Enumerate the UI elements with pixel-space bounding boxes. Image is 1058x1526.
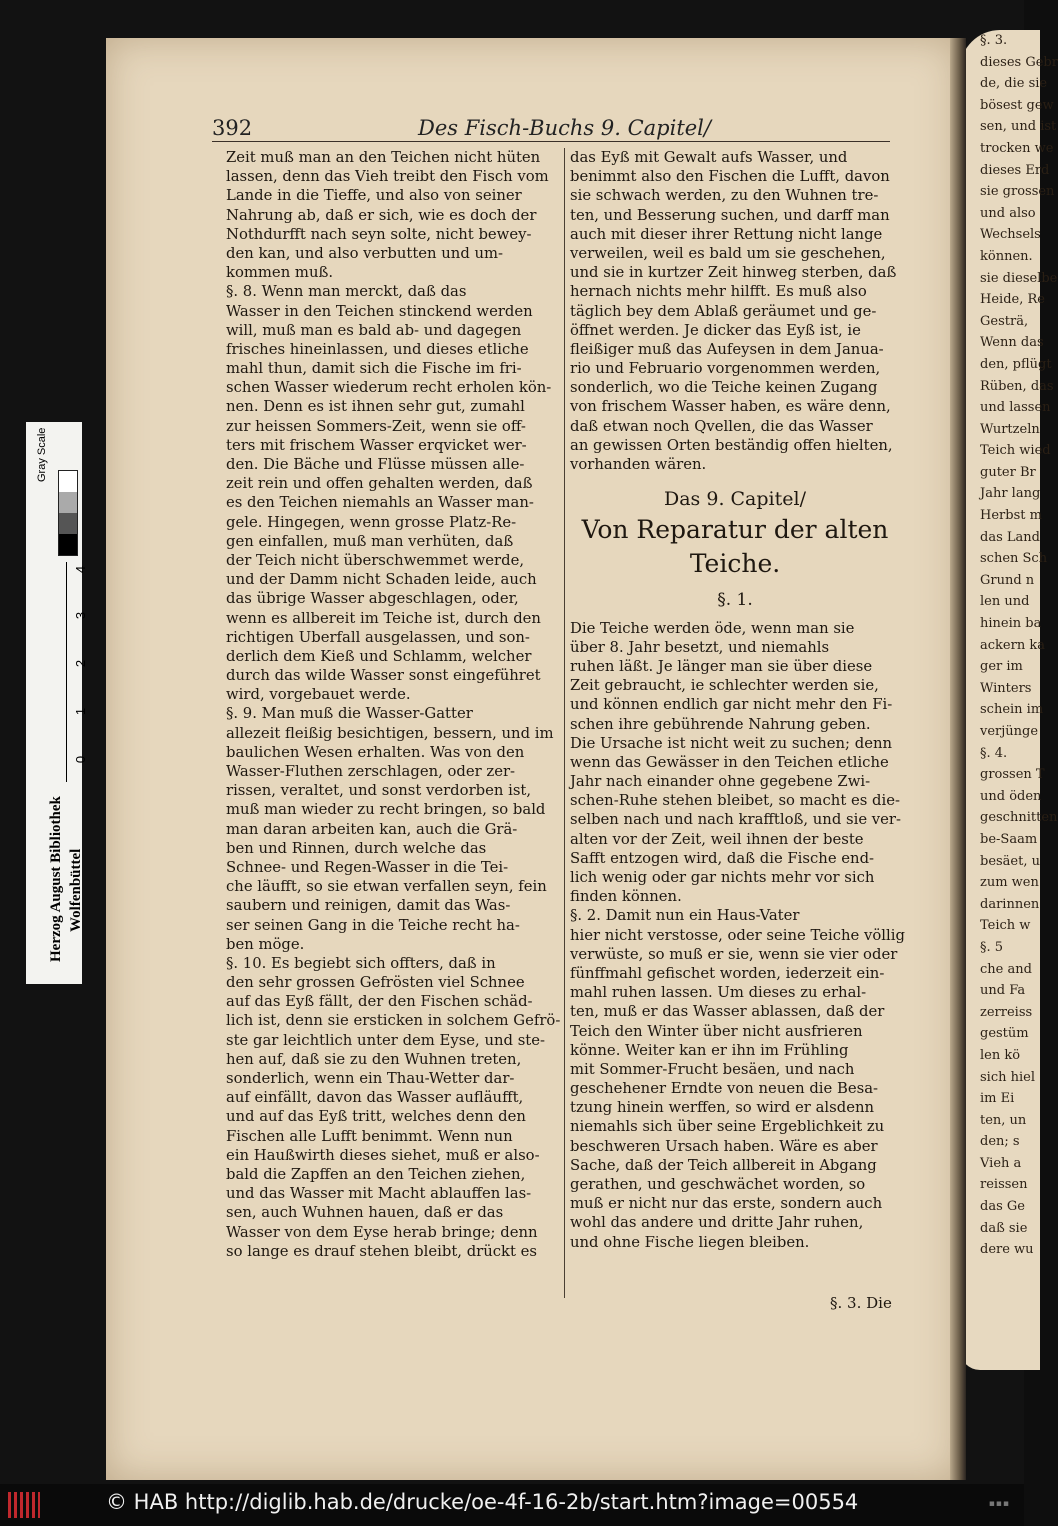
text-line: gen einfallen, muß man verhüten, daß [226,532,514,550]
text-line: öffnet werden. Je dicker das Eyß ist, ie [570,321,861,339]
text-line: ten, muß er das Wasser ablassen, daß der [570,1003,885,1021]
facing-page-fragment: und lassen [980,400,1051,416]
ruler-tick-4: 4 [73,565,89,574]
facing-page-fragment: Grund n [980,572,1035,588]
facing-page-fragment: schen Sch [980,551,1048,567]
section-heading: §. 1. [717,590,753,611]
facing-page-fragment: geschnitten [980,810,1058,826]
left-column [226,148,561,1261]
text-line: gerathen, und geschwächet worden, so [570,1176,866,1194]
text-line: zur heissen Sommers-Zeit, wenn sie off- [226,417,526,435]
text-line: fünffmahl gefischet worden, iederzeit ein- [570,964,885,982]
facing-page-fragment: dieses Erd [980,162,1050,178]
text-line: ruhen läßt. Je länger man sie über diese [570,657,873,675]
facing-page-edge [960,30,1058,1370]
facing-page-fragment: trocken we [980,140,1054,156]
ruler-tick-1: 1 [73,707,89,716]
facing-page-fragment: Gesträ, [980,313,1029,329]
text-line: alten vor der Zeit, weil ihnen der beste [570,830,864,848]
text-line: muß er nicht nur das erste, sondern auch [570,1195,883,1213]
facing-page-fragment: darinnen [980,896,1040,912]
text-line: fleißiger muß das Aufeysen in dem Janua- [570,340,884,358]
text-line: che läufft, so sie etwan verfallen seyn, fein [226,878,547,896]
hab-logo-icon[interactable] [8,1492,40,1518]
gray-scale-label: Gray Scale [36,427,48,482]
text-line: Jahr nach einander ohne gegebene Zwi- [570,773,871,791]
text-line: baulichen Wesen erhalten. Was von den [226,743,525,761]
chapter-title-line1: Von Reparatur der alten [581,515,889,545]
text-line: und das Wasser mit Macht ablauffen las- [226,1185,532,1203]
text-line: an gewissen Orten beständig offen hielten, [570,436,893,454]
text-line: auch mit dieser ihrer Rettung nicht lange [570,225,883,243]
page-gutter [950,38,966,1480]
text-line: das übrige Wasser abgeschlagen, oder, [226,590,519,608]
text-line: über 8. Jahr besetzt, und niemahls [570,638,830,656]
text-line: vorhanden wären. [570,456,707,473]
facing-page-fragment: bösest gew [980,97,1054,113]
text-line: sie schwach werden, zu den Wuhnen tre- [570,187,879,205]
text-line: durch das wilde Wasser sonst eingeführet [226,667,541,685]
viewer-footer [0,1484,1024,1526]
facing-page-fragment: verjünge [980,724,1039,739]
page-number: 392 [212,116,253,140]
text-line: so lange es drauf stehen bleibt, drückt es [226,1242,538,1260]
chapter-title-line2: Teiche. [689,549,781,579]
text-line: Sache, daß der Teich allbereit in Abgang [570,1156,877,1174]
facing-page-fragment: §. 4. [980,745,1008,761]
facing-page-fragment: che and [980,961,1032,977]
text-line: schen-Ruhe stehen bleibet, so macht es die- [570,792,900,810]
right-column-top-text [570,148,900,474]
text-line: Lande in die Tieffe, und also von seiner [226,187,522,205]
library-line2: Wolfenbüttel [68,848,84,932]
text-line: schen ihre gebührende Nahrung geben. [570,715,871,733]
text-line: den kan, und also verbutten und um- [226,244,504,262]
text-line: auf einfällt, davon das Wasser aufläufft, [226,1089,524,1107]
text-line: hier nicht verstosse, oder seine Teiche völlig [570,926,905,944]
facing-page-fragment: dere wu [980,1242,1034,1258]
facing-page-fragment: im Ei [980,1091,1015,1107]
text-line: wird, vorgebauet werde. [226,686,411,704]
facing-page-fragment: den; s [980,1134,1020,1150]
right-column [570,148,905,1252]
text-line: und können endlich gar nicht mehr den Fi- [570,696,893,714]
facing-page-fragment: ger im [980,659,1023,675]
facing-page-fragment: den, pflügt [980,356,1052,372]
copyright-link[interactable]: © HAB http://diglib.hab.de/drucke/oe-4f-16-2b/start.htm?image=00554 [106,1490,859,1514]
text-line: kommen muß. [226,264,334,282]
text-line: schen Wasser wiederum recht erholen kön- [226,379,552,397]
text-line: ser seinen Gang in die Teiche recht ha- [226,916,520,934]
text-line: saubern und reinigen, damit das Was- [226,897,511,915]
facing-page-fragment: hinein ba [980,616,1042,632]
facing-page-fragment: Teich wied [980,443,1051,459]
facing-page-fragment: sie dieselbe [980,270,1058,286]
facing-page-fragment: das Ge [980,1199,1025,1215]
text-line: selben nach und nach krafftloß, und sie ver- [570,811,901,829]
text-line: Zeit muß man an den Teichen nicht hüten [226,149,541,166]
text-line: rio und Februario vorgenommen werden, [570,360,881,378]
facing-page-fragment: len und [980,594,1030,610]
running-head: Des Fisch-Buchs 9. Capitel/ [418,116,711,140]
facing-page-fragment: sen, und ist [980,119,1057,135]
facing-page-fragment: len kö [980,1047,1021,1063]
text-line: Nothdurfft nach seyn solte, nicht bewey- [226,225,532,243]
text-line: finden können. [570,888,682,906]
facing-page-fragment: zum wen [980,875,1039,891]
text-line: mahl thun, damit sich die Fische im fri- [226,360,522,378]
facing-page-fragment: und Fa [980,983,1026,999]
text-line: Nahrung ab, daß er sich, wie es doch der [226,206,537,224]
text-line: hen auf, daß sie zu den Wuhnen treten, [226,1050,522,1068]
facing-page-fragment: besäet, u [980,853,1040,869]
text-line: Teich den Winter über nicht ausfrieren [570,1022,863,1040]
text-line: muß man wieder zu recht bringen, so bald [226,801,546,819]
cm-ruler [66,562,89,782]
facing-page-fragment: Rüben, das [980,378,1054,394]
facing-page-fragment: Winters [980,680,1032,696]
facing-page-fragment: guter Br [980,464,1036,480]
facing-page-fragment: sie grossen [980,184,1055,200]
facing-page-fragment: Heide, Re [980,292,1045,308]
text-line: tzung hinein werffen, so wird er alsdenn [570,1099,875,1117]
text-line: und auf das Eyß tritt, welches denn den [226,1108,526,1126]
text-line: wenn es allbereit im Teiche ist, durch den [226,609,541,627]
text-line: mahl ruhen lassen. Um dieses zu erhal- [570,984,867,1002]
text-line: verweilen, weil es bald um sie geschehen, [570,244,886,262]
text-line: richtigen Uberfall ausgelassen, und son- [226,628,530,646]
text-line: Wasser-Fluthen zerschlagen, oder zer- [226,763,516,780]
facing-page-fragment: dieses Gebr [980,54,1058,70]
library-label [46,796,86,962]
text-line: von frischem Wasser haben, es wäre denn, [570,398,891,416]
text-line: §. 9. Man muß die Wasser-Gatter [226,705,473,723]
text-line: wohl das andere und dritte Jahr ruhen, [570,1214,864,1232]
text-line: lassen, denn das Vieh treibt den Fisch vom [226,168,549,186]
facing-page-fragment: können. [980,248,1033,264]
text-line: der Teich nicht überschwemmet werde, [226,551,525,569]
text-line: ben und Rinnen, durch welche das [226,839,487,857]
text-line: §. 8. Wenn man merckt, daß das [226,283,467,301]
column-divider [564,148,565,1298]
text-line: könne. Weiter kan er ihn im Frühling [570,1041,849,1059]
text-line: allezeit fleißig besichtigen, bessern, und im [226,724,554,742]
facing-page-fragment: daß sie [980,1220,1028,1236]
text-line: Die Teiche werden öde, wenn man sie [570,619,855,637]
facing-page-fragment: Wenn das [980,335,1044,351]
text-line: frisches hineinlassen, und dieses etliche [226,340,529,358]
text-line: Schnee- und Regen-Wasser in die Tei- [226,858,509,876]
text-line: lich ist, denn sie ersticken in solchem Gefrö- [226,1012,561,1030]
facing-page-fragment: Teich w [980,918,1031,934]
text-line: will, muß man es bald ab- und dagegen [226,321,522,339]
text-line: bald die Zapffen an den Teichen ziehen, [226,1165,526,1183]
facing-page-fragment: gestüm [980,1026,1029,1042]
text-line: und sie in kurtzer Zeit hinweg sterben, daß [570,264,897,282]
facing-page-fragment: ackern ka [980,637,1045,653]
facing-page-fragment: und also [980,205,1036,221]
facing-page-fragment: be-Saam [980,831,1038,847]
text-line: ste gar leichtlich unter dem Eyse, und ste- [226,1031,545,1049]
text-line: daß etwan noch Qvellen, die das Wasser [570,417,873,435]
text-line: zeit rein und offen gehalten werden, daß [226,475,533,493]
facing-page-fragment: das Land [980,529,1040,545]
facing-page-fragment: Vieh a [980,1155,1022,1171]
text-line: und der Damm nicht Schaden leide, auch [226,571,537,589]
text-line: wenn das Gewässer in den Teichen etliche [570,753,889,771]
text-line: täglich bey dem Ablaß geräumet und ge- [570,302,877,320]
text-line: derlich dem Kieß und Schlamm, welcher [226,647,532,665]
facing-page-fragment: schein im [980,702,1044,718]
text-line: mit Sommer-Frucht besäen, und nach [570,1060,855,1078]
facing-page-fragment: sich hiel [980,1069,1035,1085]
text-line: Die Ursache ist nicht weit zu suchen; denn [570,734,893,752]
header-rule [212,141,890,142]
text-line: Safft entzogen wird, daß die Fische end- [570,849,875,867]
gray-scale-card [26,422,89,984]
ruler-tick-3: 3 [73,611,89,620]
text-line: beschweren Ursach haben. Wäre es aber [570,1137,878,1155]
text-line: geschehener Erndte von neuen die Besa- [570,1080,879,1098]
text-line: Fischen alle Lufft benimmt. Wenn nun [226,1127,513,1145]
text-line: sonderlich, wenn ein Thau-Wetter dar- [226,1070,515,1087]
text-line: verwüste, so muß er sie, wenn sie vier oder [570,945,898,963]
text-line: ters mit frischem Wasser erqvicket wer- [226,436,527,454]
text-line: lich wenig oder gar nichts mehr vor sich [570,869,875,887]
ruler-tick-2: 2 [73,659,89,668]
facing-page-fragment: §. 5 [980,939,1004,955]
text-line: sonderlich, wo die Teiche keinen Zugang [570,379,878,397]
facing-page-fragment: zerreiss [980,1004,1033,1020]
text-line: niemahls sich über seine Ergeblichkeit zu [570,1118,885,1136]
facing-page-fragment: und öden [980,788,1042,804]
text-line: sen, auch Wuhnen hauen, daß er das [226,1204,504,1222]
text-line: nen. Denn es ist ihnen sehr gut, zumahl [226,398,525,416]
catchword: §. 3. Die [830,1294,892,1312]
text-line: gele. Hingegen, wenn grosse Platz-Re- [226,513,517,531]
text-line: Wasser von dem Eyse herab bringe; denn [226,1223,538,1241]
facing-page-fragment: Wechsels [980,227,1041,243]
text-line: ein Haußwirth dieses siehet, muß er also- [226,1146,540,1164]
right-column-bottom-text [570,619,905,1252]
text-line: benimmt also den Fischen die Lufft, davon [570,168,890,186]
text-line: und ohne Fische liegen bleiben. [570,1233,810,1251]
chapter-label: Das 9. Capitel/ [664,488,806,511]
text-line: ben möge. [226,935,305,953]
text-line: den sehr grossen Gefrösten viel Schnee [226,974,525,992]
text-line: rissen, veraltet, und sonst verdorben ist, [226,782,532,800]
text-line: den. Die Bäche und Flüsse müssen alle- [226,456,525,473]
text-line: §. 10. Es begiebt sich offters, daß in [226,954,496,972]
gray-scale-swatch [58,470,78,556]
text-line: Zeit gebraucht, ie schlechter werden sie, [570,677,879,695]
viewer-controls[interactable]: ▪▪▪ [988,1499,1010,1509]
text-line: man daran arbeiten kan, auch die Grä- [226,820,518,838]
text-line: es den Teichen niemahls an Wasser man- [226,494,534,512]
text-line: auf das Eyß fällt, der den Fischen schäd- [226,993,533,1011]
text-line: ten, und Besserung suchen, und darff man [570,206,890,224]
facing-page-fragment: Wurtzeln [980,421,1040,437]
facing-page-fragment: grossen T [980,767,1045,783]
text-line: Wasser in den Teichen stinckend werden [226,302,533,320]
facing-page-fragment: de, die sie [980,76,1048,92]
facing-page-fragment: reissen [980,1177,1028,1193]
text-line: hernach nichts mehr hilfft. Es muß also [570,283,867,301]
facing-page-fragment: ten, un [980,1112,1027,1128]
ruler-tick-0: 0 [73,755,89,764]
text-line: §. 2. Damit nun ein Haus-Vater [570,907,800,925]
library-line1: Herzog August Bibliothek [48,796,64,962]
facing-page-fragment: Herbst m [980,508,1042,524]
facing-page-fragment: §. 3. [980,33,1008,48]
text-line: das Eyß mit Gewalt aufs Wasser, und [570,149,848,166]
facing-page-fragment: Jahr lang [980,486,1041,502]
